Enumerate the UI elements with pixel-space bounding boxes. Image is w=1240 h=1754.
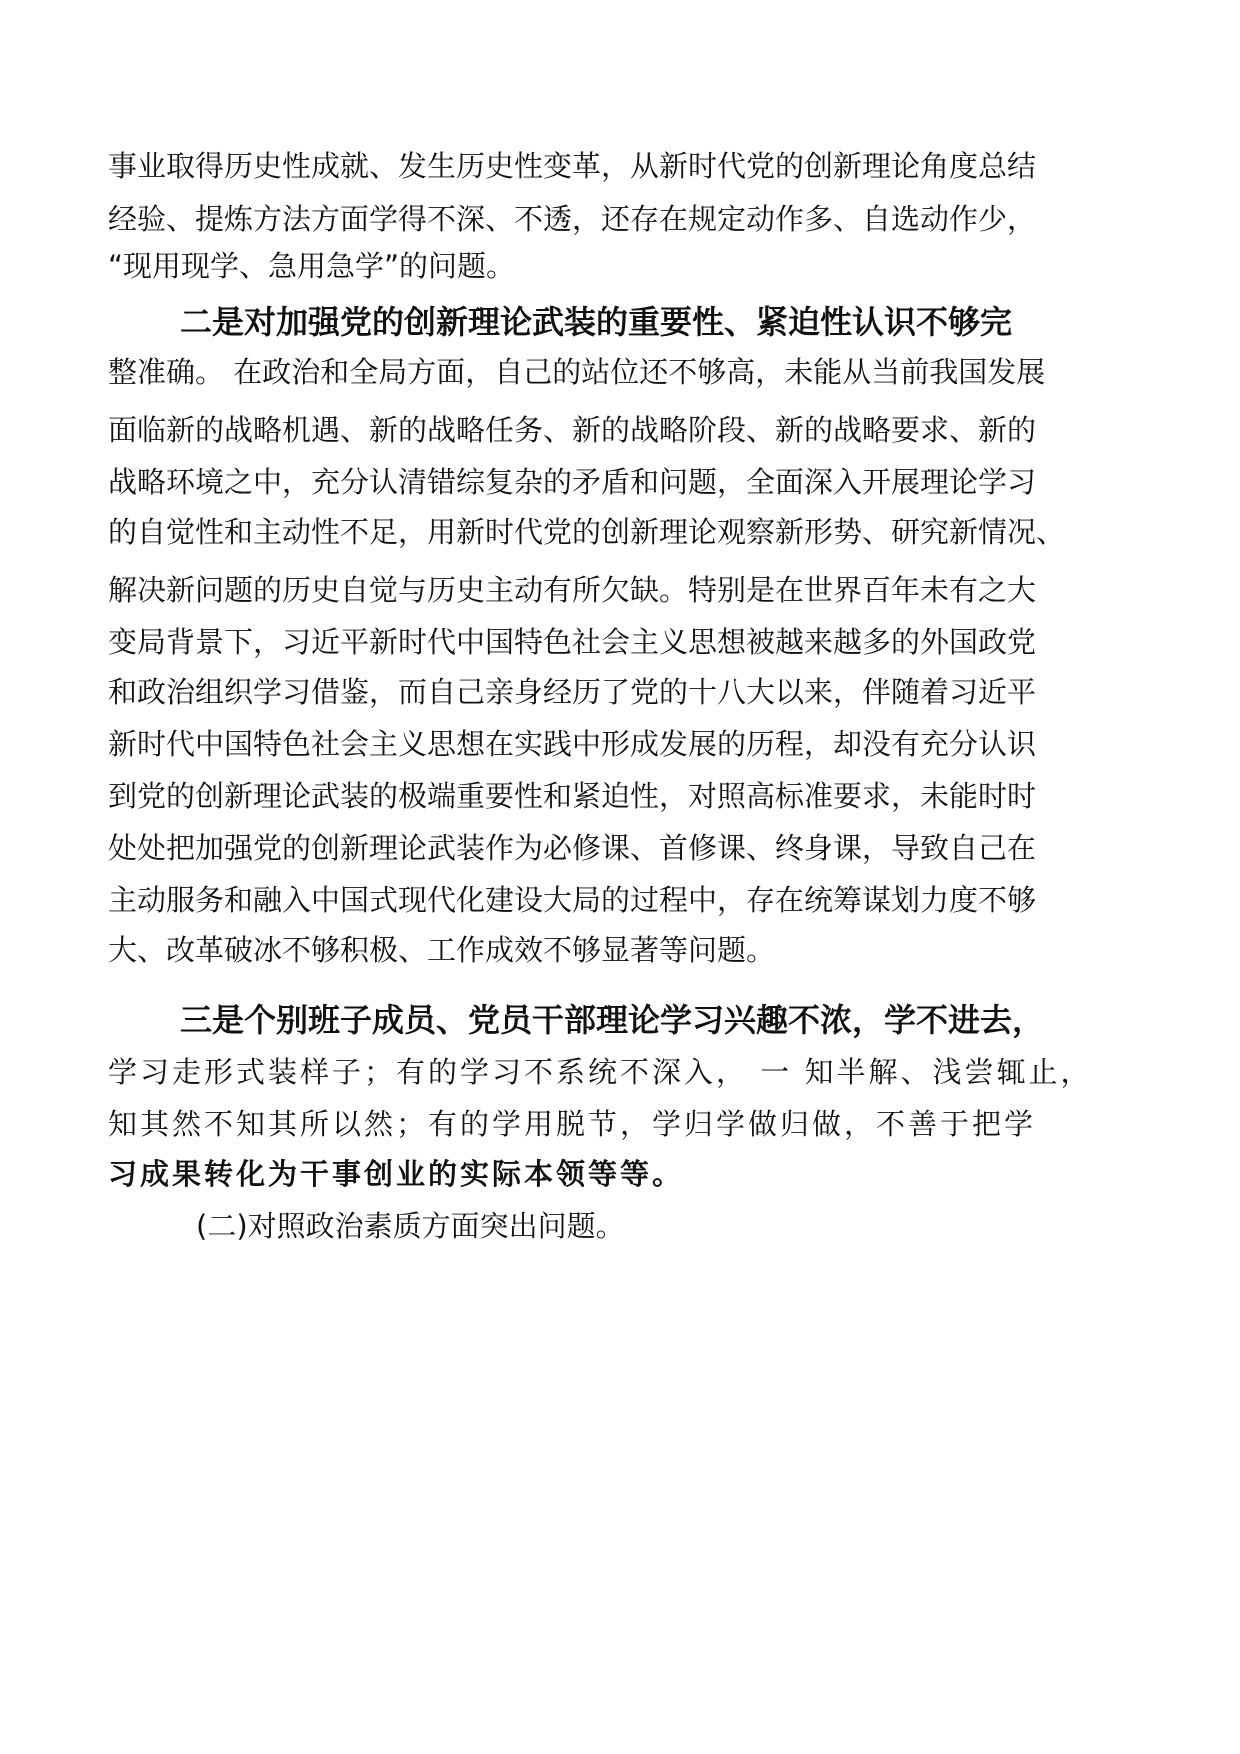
paragraph-line: 的自觉性和主动性不足，用新时代党的创新理论观察新形势、研究新情况、: [108, 515, 1066, 549]
paragraph-line: 主动服务和融入中国式现代化建设大局的过程中，存在统筹谋划力度不够: [108, 883, 1037, 917]
paragraph-line: 战略环境之中，充分认清错综复杂的矛盾和问题，全面深入开展理论学习: [108, 465, 1037, 499]
paragraph-line: 整准确。 在政治和全局方面，自己的站位还不够高，未能从当前我国发展: [108, 355, 1046, 389]
paragraph-line: 处处把加强党的创新理论武装作为必修课、首修课、终身课，导致自己在: [108, 831, 1037, 865]
paragraph-line: 知其然不知其所以然；有的学用脱节，学归学做归做，不善于把学: [108, 1107, 1037, 1141]
paragraph-line: 学习走形式装样子；有的学习不系统不深入， 一 知半解、浅尝辄止，: [108, 1055, 1093, 1089]
paragraph-line: 面临新的战略机遇、新的战略任务、新的战略阶段、新的战略要求、新的: [108, 413, 1037, 447]
subsection-heading: (二)对照政治素质方面突出问题。: [196, 1209, 625, 1243]
section-heading-2: 二是对加强党的创新理论武装的重要性、紧迫性认识不够完: [180, 303, 1013, 341]
paragraph-line: 到党的创新理论武装的极端重要性和紧迫性，对照高标准要求，未能时时: [108, 779, 1037, 813]
paragraph-line: 新时代中国特色社会主义思想在实践中形成发展的历程，却没有充分认识: [108, 727, 1037, 761]
paragraph-line: 解决新问题的历史自觉与历史主动有所欠缺。特别是在世界百年未有之大: [108, 573, 1037, 607]
paragraph-line: 习成果转化为干事创业的实际本领等等。: [108, 1157, 685, 1191]
paragraph-line: 经验、提炼方法方面学得不深、不透，还存在规定动作多、自选动作少，: [108, 202, 1037, 236]
paragraph-line: “现用现学、急用急学”的问题。: [108, 249, 516, 283]
paragraph-line: 变局背景下，习近平新时代中国特色社会主义思想被越来越多的外国政党: [108, 625, 1037, 659]
paragraph-line: 大、改革破冰不够积极、工作成效不够显著等问题。: [108, 933, 776, 967]
section-heading-3: 三是个别班子成员、党员干部理论学习兴趣不浓，学不进去，: [180, 1001, 1045, 1039]
paragraph-line: 和政治组织学习借鉴，而自己亲身经历了党的十八大以来，伴随着习近平: [108, 675, 1037, 709]
paragraph-line: 事业取得历史性成就、发生历史性变革，从新时代党的创新理论角度总结: [108, 149, 1037, 183]
